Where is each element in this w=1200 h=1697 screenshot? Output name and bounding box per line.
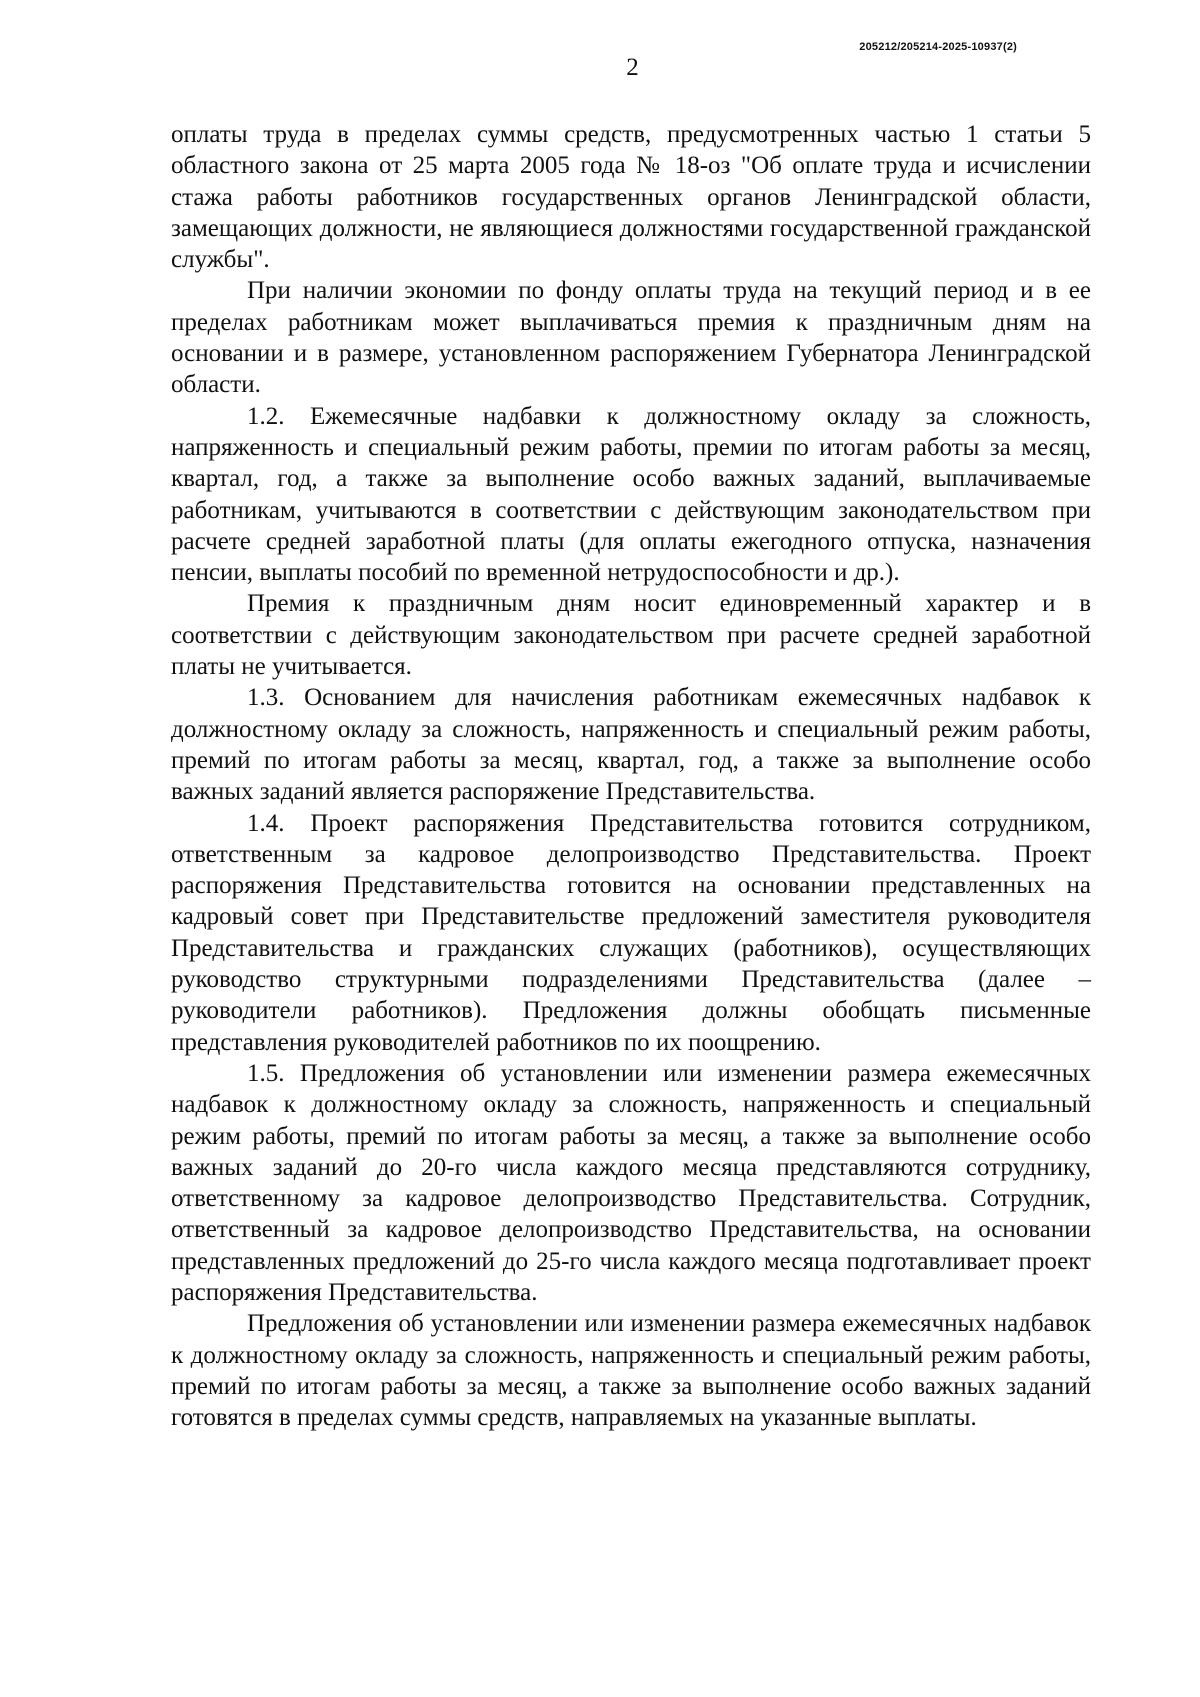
document-registration-number: 205212/205214-2025-10937(2) bbox=[859, 41, 1017, 53]
paragraph-holiday-bonus-savings: При наличии экономии по фонду оплаты труда на текущий период и в ее пределах работникам может выплачиваться премия к праздничным дням на основании и в размере, установленном распоряжением Губернатора Ленинградской области. bbox=[171, 277, 1091, 399]
paragraph-1-5: 1.5. Предложения об установлении или изменении размера ежемесячных надбавок к должностному окладу за сложность, напряженность и специальный режим работы, премий по итогам работы за месяц, а также за выполнение особо важных заданий до 20-го числа каждого месяца представляются сотруднику, ответственному за кадровое делопроизводство Представительства. Сотрудник, ответственный за кадровое делопроизводство Представительства, на основании представленных предложений до 25-го числа каждого месяца подготавливает проект распоряжения Представительства. bbox=[171, 1059, 1091, 1306]
paragraph-1-2: 1.2. Ежемесячные надбавки к должностному окладу за сложность, напряженность и специальный режим работы, премии по итогам работы за месяц, квартал, год, а также за выполнение особо важных заданий, выплачиваемые работникам, учитываются в соответствии с действующим законодательством при расчете средней заработной платы (для оплаты ежегодного отпуска, назначения пенсии, выплаты пособий по временной нетрудоспособности и др.). bbox=[171, 402, 1091, 587]
paragraph-1-4: 1.4. Проект распоряжения Представительства готовится сотрудником, ответственным за кадровое делопроизводство Представительства. Проект распоряжения Представительства готовится на основании представленных на кадровый совет при Представительстве предложений заместителя руководителя Представительства и гражданских служащих (работников), осуществляющих руководство структурными подразделениями Представительства (далее – руководители работников). Предложения должны обобщать письменные представления руководителей работников по их поощрению. bbox=[171, 809, 1091, 1056]
paragraph-1-3: 1.3. Основанием для начисления работникам ежемесячных надбавок к должностному окладу за сложность, напряженность и специальный режим работы, премий по итогам работы за месяц, квартал, год, а также за выполнение особо важных заданий является распоряжение Представительства. bbox=[171, 684, 1091, 806]
paragraph-proposals-limits: Предложения об установлении или изменении размера ежемесячных надбавок к должностному окладу за сложность, напряженность и специальный режим работы, премий по итогам работы за месяц, а также за выполнение особо важных заданий готовятся в пределах суммы средств, направляемых на указанные выплаты. bbox=[171, 1310, 1091, 1432]
document-body bbox=[171, 119, 1091, 1433]
page-number: 2 bbox=[626, 54, 639, 81]
paragraph-holiday-bonus-nature: Премия к праздничным дням носит единовременный характер и в соответствии с действующим законодательством при расчете средней заработной платы не учитывается. bbox=[171, 590, 1091, 681]
paragraph-continuation: оплаты труда в пределах суммы средств, предусмотренных частью 1 статьи 5 областного закона от 25 марта 2005 года № 18-оз "Об оплате труда и исчислении стажа работы работников государственных органов Ленинградской области, замещающих должности, не являющиеся должностями государственной гражданской службы". bbox=[171, 121, 1091, 274]
